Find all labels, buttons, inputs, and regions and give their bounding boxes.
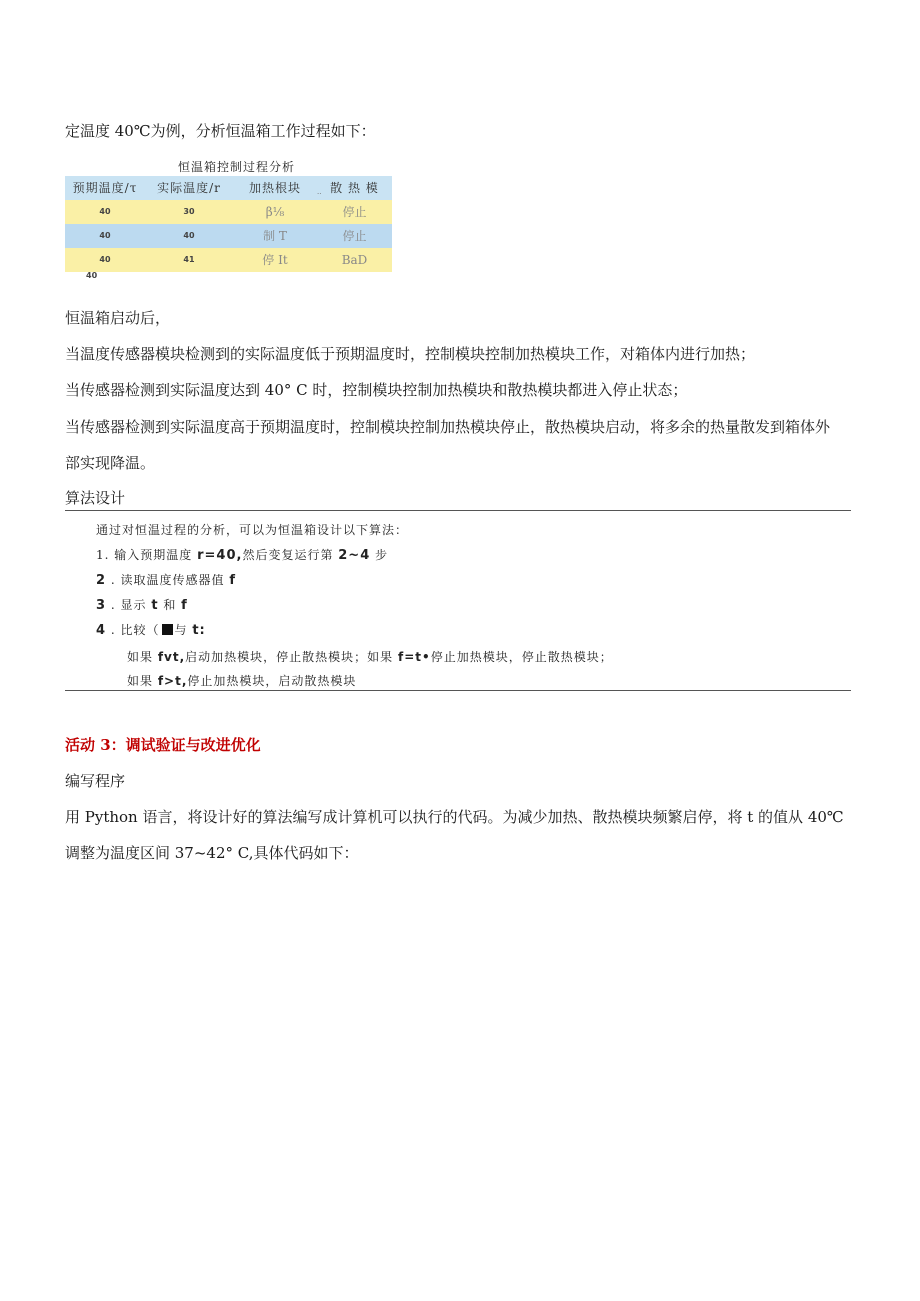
- line-a-suffix: 停止加热模块，停止散热模块；: [430, 650, 613, 664]
- algorithm-bottom-rule: [65, 690, 851, 691]
- table-cell: 停止: [342, 229, 367, 243]
- paragraph: 用 Python 语言，将设计好的算法编写成计算机可以执行的代码。为减少加热、散热模块频繁启停，将 t 的值从 40℃: [65, 808, 844, 826]
- algorithm-intro: 通过对恒温过程的分析，可以为恒温箱设计以下算法：: [96, 523, 409, 537]
- paragraph: 当传感器检测到实际温度达到 40° C 时，控制模块控制加热模块和散热模块都进入停止状态；: [65, 381, 688, 399]
- control-process-table: [65, 176, 392, 272]
- step3-mid: 和: [158, 598, 182, 612]
- line-a-bold1: fvt,: [157, 650, 186, 664]
- paragraph: 当温度传感器模块检测到的实际温度低于预期温度时，控制模块控制加热模块工作，对箱体内进行加热；: [65, 345, 756, 363]
- header-cooling-module: 散 热 模: [330, 181, 379, 195]
- step4-text: . 比较（: [106, 623, 160, 637]
- paragraph: 部实现降温。: [65, 454, 156, 472]
- step1-mid: 然后变复运行第: [242, 548, 339, 562]
- algorithm-line-b: [127, 672, 356, 689]
- table-header-row: [65, 176, 392, 200]
- step1-suffix: 步: [370, 548, 389, 562]
- table-cell: β⅛: [265, 205, 285, 219]
- paragraph: 调整为温度区间 37~42° C,具体代码如下：: [65, 844, 359, 862]
- table-cell: 40: [99, 255, 111, 264]
- table-cell: 制 T: [263, 229, 287, 243]
- activity-3-subheading: 编写程序: [65, 772, 126, 790]
- table-cell: 40: [99, 207, 111, 216]
- line-b-bold1: f>t,: [157, 674, 188, 688]
- step1-prefix: 1. 输入预期温度: [96, 548, 198, 562]
- line-b-prefix: 如果: [127, 674, 158, 688]
- step3-number: 3: [96, 598, 107, 613]
- line-a-bold2: f=t•: [398, 650, 431, 664]
- step2-number: 2: [96, 573, 107, 588]
- table-cell: 40: [183, 231, 195, 240]
- step4-after: 与: [174, 623, 193, 637]
- filled-square-icon: [162, 624, 173, 635]
- activity-3-title: 活动 3：调试验证与改进优化: [65, 736, 261, 754]
- step3-bold-f: f: [181, 598, 188, 613]
- algorithm-top-rule: [65, 510, 851, 511]
- table-footer-value: 40: [86, 271, 98, 280]
- table-cell: BaD: [341, 253, 368, 267]
- intro-text: 定温度 40℃为例，分析恒温箱工作过程如下：: [65, 122, 376, 140]
- table-cell: 30: [183, 207, 195, 216]
- table-row: [65, 248, 392, 272]
- algorithm-line-a: [127, 648, 613, 665]
- line-a-mid: 启动加热模块，停止散热模块；如果: [185, 650, 398, 664]
- step3-text: . 显示: [106, 598, 152, 612]
- table-title: 恒温箱控制过程分析: [178, 160, 296, 174]
- step3-bold-t: t: [151, 598, 159, 613]
- table-cell: 40: [99, 231, 111, 240]
- paragraph: 恒温箱启动后，: [65, 309, 171, 327]
- algorithm-heading: 算法设计: [65, 489, 126, 507]
- algorithm-step-2: [96, 571, 236, 588]
- step2-bold: f: [229, 573, 236, 588]
- step1-bold-range: 2~4: [338, 548, 371, 563]
- step4-number: 4: [96, 623, 107, 638]
- step4-bold: t:: [192, 623, 206, 638]
- paragraph: 当传感器检测到实际温度高于预期温度时，控制模块控制加热模块停止，散热模块启动，将多余的热量散发到箱体外: [65, 418, 831, 436]
- line-a-prefix: 如果: [127, 650, 158, 664]
- header-heating-module: 加热根块: [248, 181, 301, 195]
- step2-text: . 读取温度传感器值: [106, 573, 230, 587]
- table-row: [65, 224, 392, 248]
- header-mark: ..: [317, 188, 322, 196]
- table-cell: 停 It: [262, 253, 288, 267]
- header-actual-temp: 实际温度/r: [157, 181, 221, 195]
- algorithm-step-4: [96, 621, 206, 638]
- algorithm-step-1: [96, 546, 388, 563]
- table-cell: 停止: [342, 205, 367, 219]
- table-row: [65, 200, 392, 224]
- algorithm-step-3: [96, 596, 188, 613]
- line-b-suffix: 停止加热模块，启动散热模块: [187, 674, 357, 688]
- table-cell: 41: [183, 255, 195, 264]
- header-expected-temp: 预期温度/τ: [72, 181, 138, 195]
- step1-bold-r: r=40,: [197, 548, 243, 563]
